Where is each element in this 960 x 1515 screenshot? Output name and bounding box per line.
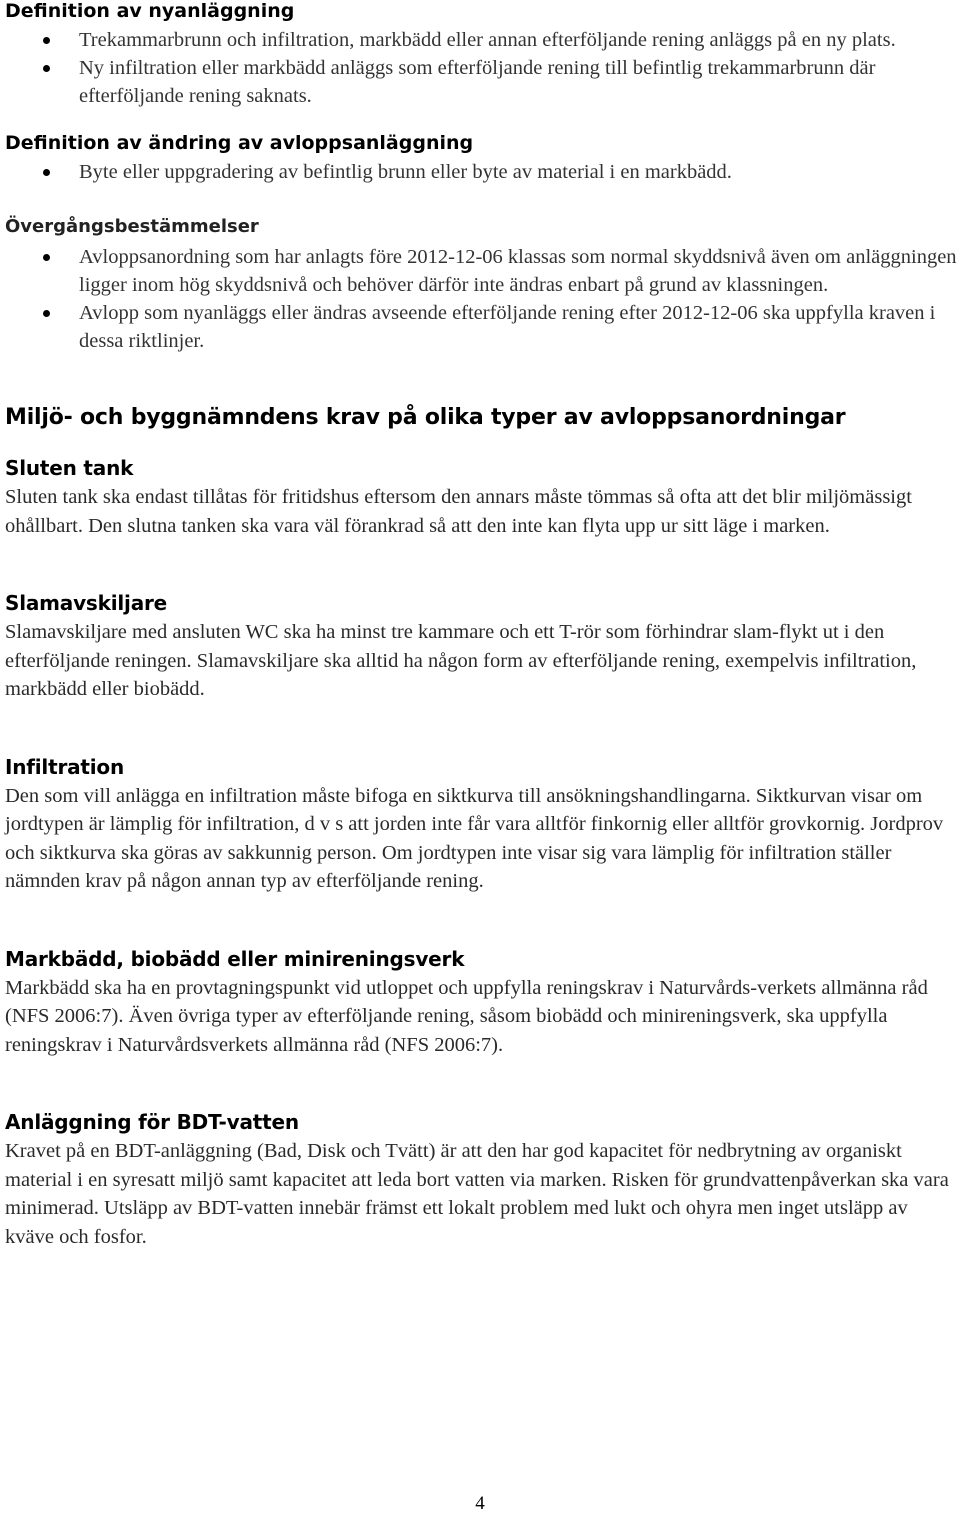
heading-overgangsbestammelser: Övergångsbestämmelser [5,216,259,237]
list-item-text: Byte eller uppgradering av befintlig brunn eller byte av material i en markbädd. [79,161,732,183]
heading-slamavskiljare: Slamavskiljare [5,591,168,615]
bullet-icon [43,65,50,72]
list-nyanlaggning [5,26,960,110]
list-item [5,54,960,110]
heading-bdt-vatten: Anläggning för BDT-vatten [5,1110,299,1134]
heading-markbadd: Markbädd, biobädd eller minireningsverk [5,946,465,971]
list-item-text: Avloppsanordning som har anlagts före 2012-12-06 klassas som normal skyddsnivå även om anläggningen ligger inom hög skyddsnivå och behöver därför inte ändras enbart på grund av klassningen. [79,246,957,296]
bullet-icon [43,37,50,44]
list-andring [5,158,960,186]
paragraph-bdt-vatten: Kravet på en BDT-anläggning (Bad, Disk och Tvätt) är att den har god kapacitet för nedbrytning av organiskt material i en syresatt miljö samt kapacitet att leda bort vatten via marken. Risken för grundvattenpåverkan ska vara minimerad. Utsläpp av BDT-vatten innebär främst ett lokalt problem med lukt och ohyra men inget utsläpp av kväve och fosfor. [5,1140,949,1248]
list-item-text: Ny infiltration eller markbädd anläggs som efterföljande rening till befintlig trekammarbrunn där efterföljande rening saknats. [79,57,876,107]
bullet-icon [43,254,50,261]
heading-sluten-tank: Sluten tank [5,456,134,480]
list-item-text: Trekammarbrunn och infiltration, markbädd eller annan efterföljande rening anläggs på en ny plats. [79,29,896,51]
bullet-icon [43,310,50,317]
paragraph-sluten-tank: Sluten tank ska endast tillåtas för fritidshus eftersom den annars måste tömmas så ofta att det blir miljömässigt ohållbart. Den slutna tanken ska vara väl förankrad så att den inte kan flyta upp ur sitt läge i marken. [5,486,912,537]
list-item [5,299,960,355]
list-overgangsbestammelser [5,243,960,355]
main-heading: Miljö- och byggnämndens krav på olika typer av avloppsanordningar [5,405,846,430]
list-item-text: Avlopp som nyanläggs eller ändras avseende efterföljande rening efter 2012-12-06 ska uppfylla kraven i dessa riktlinjer. [79,302,936,352]
paragraph-infiltration: Den som vill anlägga en infiltration måste bifoga en siktkurva till ansökningshandlingarna. Siktkurvan visar om jordtypen är lämplig för infiltration, d v s att jorden inte får vara alltför finkornig eller alltför grovkornig. Jordprov och siktkurva ska göras av sakkunnig person. Om jordtypen inte visar sig vara lämplig för infiltration ställer nämnden krav på någon annan typ av efterföljande rening. [5,784,944,892]
paragraph-slamavskiljare: Slamavskiljare med ansluten WC ska ha minst tre kammare och ett T-rör som förhindrar slam-flykt ut i den efterföljande reningen. Slamavskiljare ska alltid ha någon form av efterföljande rening, exempelvis infiltration, markbädd eller biobädd. [5,621,917,700]
heading-definition-nyanlaggning: Definition av nyanläggning [5,0,295,22]
paragraph-markbadd: Markbädd ska ha en provtagningspunkt vid utloppet och uppfylla reningskrav i Naturvårds-verkets allmänna råd (NFS 2006:7). Även övriga typer av efterföljande rening, såsom biobädd och minireningsverk, ska uppfylla reningskrav i Naturvårdsverkets allmänna råd (NFS 2006:7). [5,976,928,1056]
page-number: 4 [475,1493,485,1514]
list-item [5,243,960,299]
heading-infiltration: Infiltration [5,754,125,779]
list-item [5,158,960,186]
heading-definition-andring: Definition av ändring av avloppsanläggning [5,132,474,154]
bullet-icon [43,169,50,176]
document-page [5,0,960,1251]
list-item [5,26,960,54]
